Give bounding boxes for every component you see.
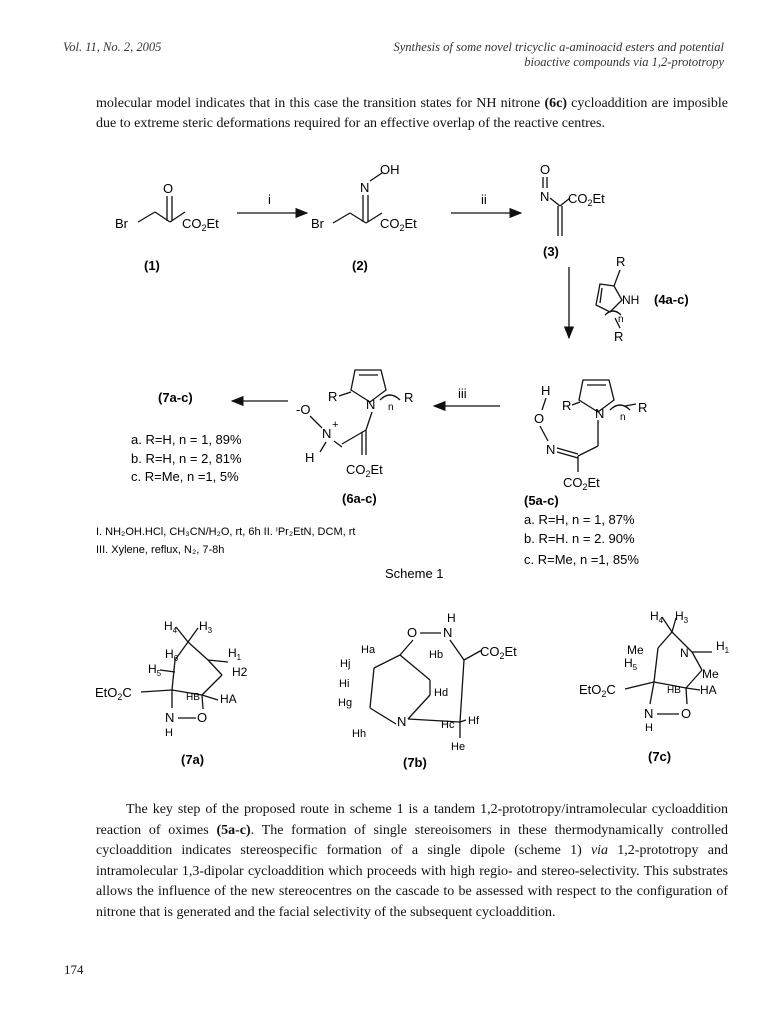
svg-text:R: R — [328, 389, 338, 404]
svg-text:Br: Br — [115, 216, 128, 231]
conditions-line-2: III. Xylene, reflux, N₂, 7-8h — [96, 544, 225, 556]
yield-7-b: b. R=H, n = 2, 81% — [131, 451, 242, 466]
compound-7-label: (7a-c) — [158, 390, 193, 405]
svg-text:H2: H2 — [232, 665, 248, 679]
compound-5-label: (5a-c) — [524, 493, 559, 508]
svg-text:H1: $H_1$ — [716, 639, 730, 655]
svg-text:CO2Et: $CO_2Et$ — [480, 644, 517, 661]
svg-text:Hj: Hj — [340, 658, 351, 670]
svg-text:Hi: Hi — [339, 678, 350, 690]
running-header-left: Vol. 11, No. 2, 2005 — [63, 40, 162, 54]
svg-text:O: O — [681, 706, 692, 721]
yield-7-c: c. R=Me, n =1, 5% — [131, 469, 239, 484]
svg-text:Me: Me — [702, 667, 719, 681]
svg-text:H4: $H_4$ — [650, 609, 664, 625]
svg-text:H5: $H_5$ — [624, 656, 638, 672]
body-paragraph — [96, 800, 728, 923]
svg-text:N: N — [595, 406, 605, 421]
svg-text:CO2Et: $CO_2Et$ — [568, 191, 605, 208]
step-label-i: i — [268, 192, 271, 207]
compound-7a-label: (7a) — [181, 752, 205, 767]
svg-text:N: N — [397, 714, 407, 729]
compound-2-structure — [311, 162, 417, 233]
compound-1-label: (1) — [144, 258, 160, 273]
svg-text:N: N — [165, 710, 175, 725]
scheme-title: Scheme 1 — [385, 566, 444, 581]
svg-text:Me: Me — [627, 643, 644, 657]
svg-text:Hg: Hg — [338, 697, 353, 709]
compound-7b-structure — [338, 611, 517, 753]
svg-text:R: R — [616, 254, 626, 269]
svg-text:EtO2C: EtO$_2$C — [95, 685, 132, 702]
compound-3-structure — [540, 162, 605, 236]
compound-7a-structure — [95, 619, 248, 739]
compound-7c-label: (7c) — [648, 749, 672, 764]
yield-5-c: c. R=Me, n =1, 85% — [524, 552, 639, 567]
body-text-2: . The formation of single stereoisomers in these thermodynamically controlled cycloaddition indicates stereospecific formation of a single dipole (scheme 1) — [96, 822, 729, 858]
svg-text:O: O — [534, 411, 545, 426]
svg-text:CO2Et: $CO_2Et$ — [380, 216, 417, 233]
yield-5-a: a. R=H, n = 1, 87% — [524, 512, 635, 527]
svg-text:H3: $H_3$ — [675, 609, 689, 625]
svg-text:n: n — [388, 402, 394, 413]
compound-2-label: (2) — [352, 258, 368, 273]
svg-text:HB: HB — [667, 685, 681, 696]
page-number: 174 — [64, 962, 84, 977]
compound-3-label: (3) — [543, 244, 559, 259]
svg-text:OH: OH — [380, 162, 400, 177]
svg-text:H: H — [645, 722, 653, 734]
svg-text:Hc: Hc — [441, 719, 455, 731]
svg-text:O: O — [540, 162, 551, 177]
compound-4-label: (4a-c) — [654, 292, 689, 307]
svg-text:Br: Br — [311, 216, 324, 231]
svg-text:Hd: Hd — [434, 687, 449, 699]
step-label-iii: iii — [458, 386, 467, 401]
svg-text:N: N — [366, 397, 376, 412]
intro-compound-ref: (6c) — [544, 96, 567, 111]
body-text-1: The key step of the proposed route in scheme 1 is a tandem 1,2-prototropy/intramolecular cycloaddition reaction of oximes — [96, 802, 728, 838]
running-header-right-line2: bioactive compounds via 1,2-prototropy — [524, 55, 724, 69]
svg-text:Hh: Hh — [352, 728, 367, 740]
svg-text:H: H — [541, 383, 551, 398]
svg-text:N: N — [546, 442, 556, 457]
yield-7-a: a. R=H, n = 1, 89% — [131, 432, 242, 447]
svg-text:-O: -O — [296, 402, 311, 417]
svg-text:N: N — [644, 706, 654, 721]
svg-text:H6: $H_6$ — [165, 647, 179, 663]
svg-text:O: O — [197, 710, 208, 725]
svg-text:Hf: Hf — [468, 715, 479, 727]
svg-text:Ha: Ha — [361, 644, 376, 656]
svg-text:R: R — [638, 400, 648, 415]
svg-text:n: n — [618, 314, 624, 325]
svg-text:R: R — [404, 390, 414, 405]
svg-text:H: H — [447, 611, 456, 625]
svg-text:O: O — [407, 625, 418, 640]
svg-text:N: N — [322, 426, 332, 441]
svg-text:CO2Et: $CO_2Et$ — [346, 462, 383, 479]
compound-5-structure — [534, 380, 647, 492]
svg-text:H4: $H_4$ — [164, 619, 178, 635]
svg-text:CO2Et: $CO_2Et$ — [182, 216, 219, 233]
svg-text:HB: HB — [186, 692, 200, 703]
svg-text:H: H — [305, 450, 315, 465]
body-text-3: 1,2-prototropy and intramolecular 1,3-dipolar cycloaddition which proceeds with high regio- and stereo-selectivity. This substrates allows the influence of the new stereocentres on the cascade to be assessed with respect to the configuration of nitrone that is generated and the facial selectivity of the subsequent cycloaddition. — [96, 843, 728, 920]
svg-text:H1: $H_1$ — [228, 646, 242, 662]
svg-text:N: N — [443, 625, 453, 640]
svg-text:H5: $H_5$ — [148, 662, 162, 678]
compound-7b-label: (7b) — [403, 755, 427, 770]
compound-6-structure — [296, 370, 413, 479]
svg-text:H3: $H_3$ — [199, 619, 213, 635]
svg-text:N: N — [360, 180, 370, 195]
svg-text:He: He — [451, 741, 466, 753]
svg-text:N: N — [680, 646, 689, 660]
svg-text:O: O — [163, 181, 174, 196]
svg-text:N: N — [540, 189, 550, 204]
compound-4-structure — [596, 254, 639, 344]
svg-text:NH: NH — [622, 293, 640, 307]
svg-text:n: n — [620, 412, 626, 423]
intro-text-b: cycloaddition are imposible due to extreme steric deformations required for an effective overlap of the reactive centres. — [96, 96, 729, 131]
intro-text-a: molecular model indicates that in this case the transition states for NH nitrone — [96, 96, 545, 111]
svg-text:EtO2C: EtO$_2$C — [579, 682, 616, 699]
svg-text:Hb: Hb — [429, 649, 444, 661]
compound-7c-structure — [579, 609, 730, 734]
svg-text:R: R — [562, 398, 572, 413]
svg-text:R: R — [614, 329, 624, 344]
compound-1-structure — [115, 181, 219, 233]
svg-text:H: H — [165, 727, 173, 739]
svg-text:CO2Et: $CO_2Et$ — [563, 475, 600, 492]
running-header-right-line1: Synthesis of some novel tricyclic a-aminoacid esters and potential — [393, 40, 724, 54]
svg-text:HA: HA — [700, 683, 717, 697]
svg-text:+: + — [332, 419, 339, 431]
body-via: via — [590, 843, 609, 858]
body-compound-ref: (5a-c) — [216, 822, 251, 838]
yield-5-b: b. R=H. n = 2. 90% — [524, 531, 635, 546]
conditions-line-1: I. NH₂OH.HCl, CH₃CN/H₂O, rt, 6h II. ⁱPr₂EtN, DCM, rt — [96, 526, 356, 538]
svg-text:HA: HA — [220, 692, 237, 706]
compound-6-label: (6a-c) — [342, 491, 377, 506]
step-label-ii: ii — [481, 192, 487, 207]
